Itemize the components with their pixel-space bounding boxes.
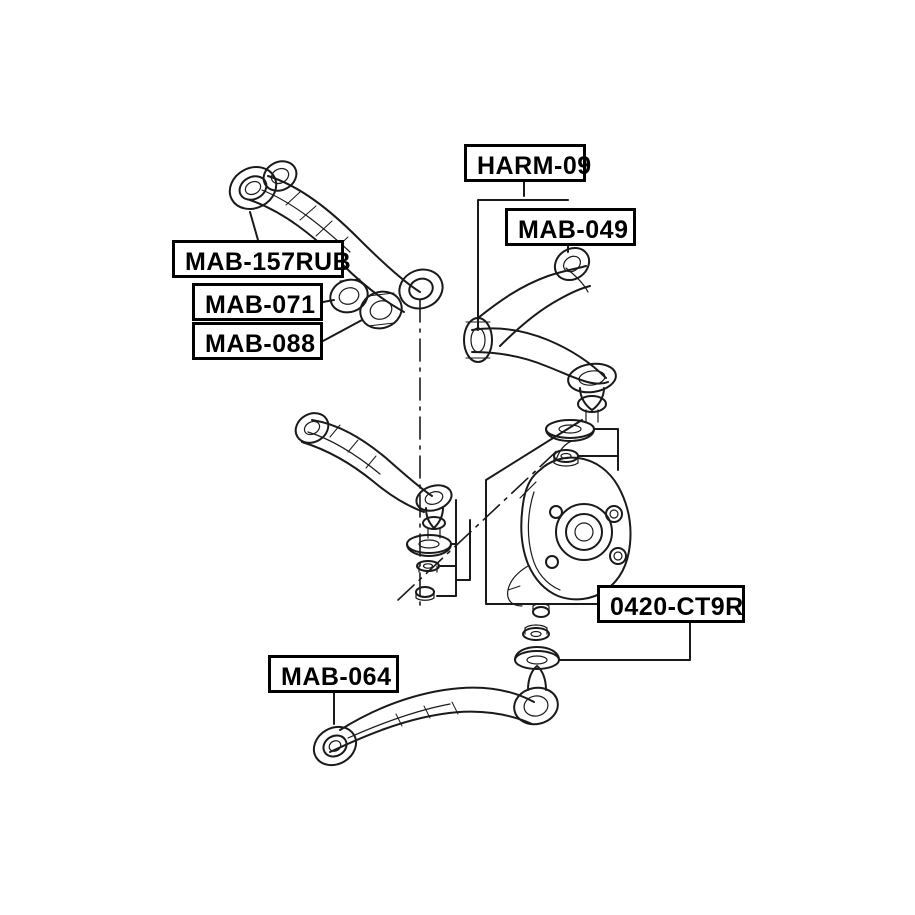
label-text: MAB-049 xyxy=(518,216,629,244)
label-0420-ct9r[interactable] xyxy=(597,585,745,623)
part-steering-knuckle xyxy=(508,440,631,606)
label-mab-064[interactable] xyxy=(268,655,399,693)
label-mab-157rub[interactable] xyxy=(172,240,352,278)
part-upper-arm-front xyxy=(464,241,618,466)
label-text: MAB-071 xyxy=(205,291,316,319)
label-mab-049[interactable] xyxy=(505,208,636,246)
label-text: HARM-09 xyxy=(477,152,592,180)
label-text: MAB-157RUB xyxy=(185,248,352,276)
part-middle-arm xyxy=(290,407,455,600)
label-text: 0420-CT9R xyxy=(610,593,744,621)
label-mab-088[interactable] xyxy=(192,322,323,360)
label-mab-071[interactable] xyxy=(192,283,323,321)
label-harm-09[interactable] xyxy=(464,144,592,182)
label-text: MAB-064 xyxy=(281,663,392,691)
label-text: MAB-088 xyxy=(205,330,316,358)
